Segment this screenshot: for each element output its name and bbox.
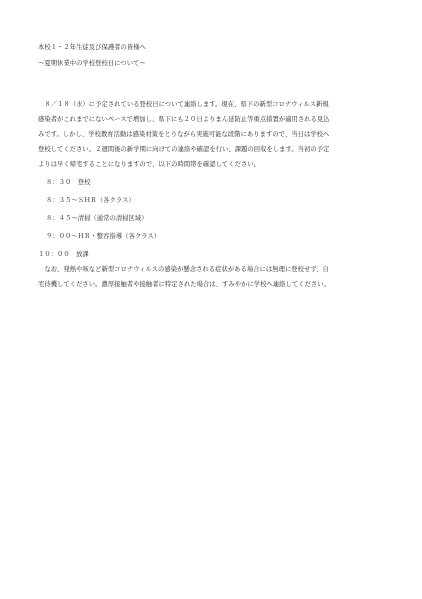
subject-line: ～夏期休業中の学校登校日について～ <box>38 60 146 67</box>
schedule-item: １０：００ 放課 <box>38 251 89 258</box>
paragraph-line: 宅待機してください。濃厚接触者や接触者に特定された場合は、すみやかに学校へ連絡してください。 <box>38 281 330 288</box>
paragraph-line: ８／１８（水）に予定されている登校日について連絡します。現在、県下の新型コロナウィルス新規 <box>38 101 329 108</box>
schedule-item: ８：３５～ＳＨＲ（各クラス） <box>46 197 135 204</box>
schedule-item: ９：００～ＨＲ・整容指導（各クラス） <box>46 233 161 240</box>
paragraph-line: なお、発熱や咳など新型コロナウィルスの感染が懸念される症状がある場合には無理に登校せず、自 <box>38 266 329 273</box>
paragraph-line: 感染者がこれまでにないペースで増加し、県下にも２０日よりまん延防止等重点措置が適用される見込 <box>38 116 330 123</box>
schedule-item: ８：４５～清掃（通常の清掃区域） <box>46 215 148 222</box>
addressee-line: 本校１・２年生徒及び保護者の皆様へ <box>38 44 146 51</box>
paragraph-line: 登校してください。２週間後の新学期に向けての連絡や確認を行い、課題の回収をします。当初の予定 <box>38 146 330 153</box>
paragraph-line: よりは早く帰宅することになりますので、以下の時間帯を確認してください。 <box>38 161 261 168</box>
schedule-item: ８：３０ 登校 <box>46 179 91 186</box>
paragraph-line: みです。しかし、学校教育活動は感染対策をとりながら実施可能な段階にありますので、当日は学校へ <box>38 131 330 138</box>
